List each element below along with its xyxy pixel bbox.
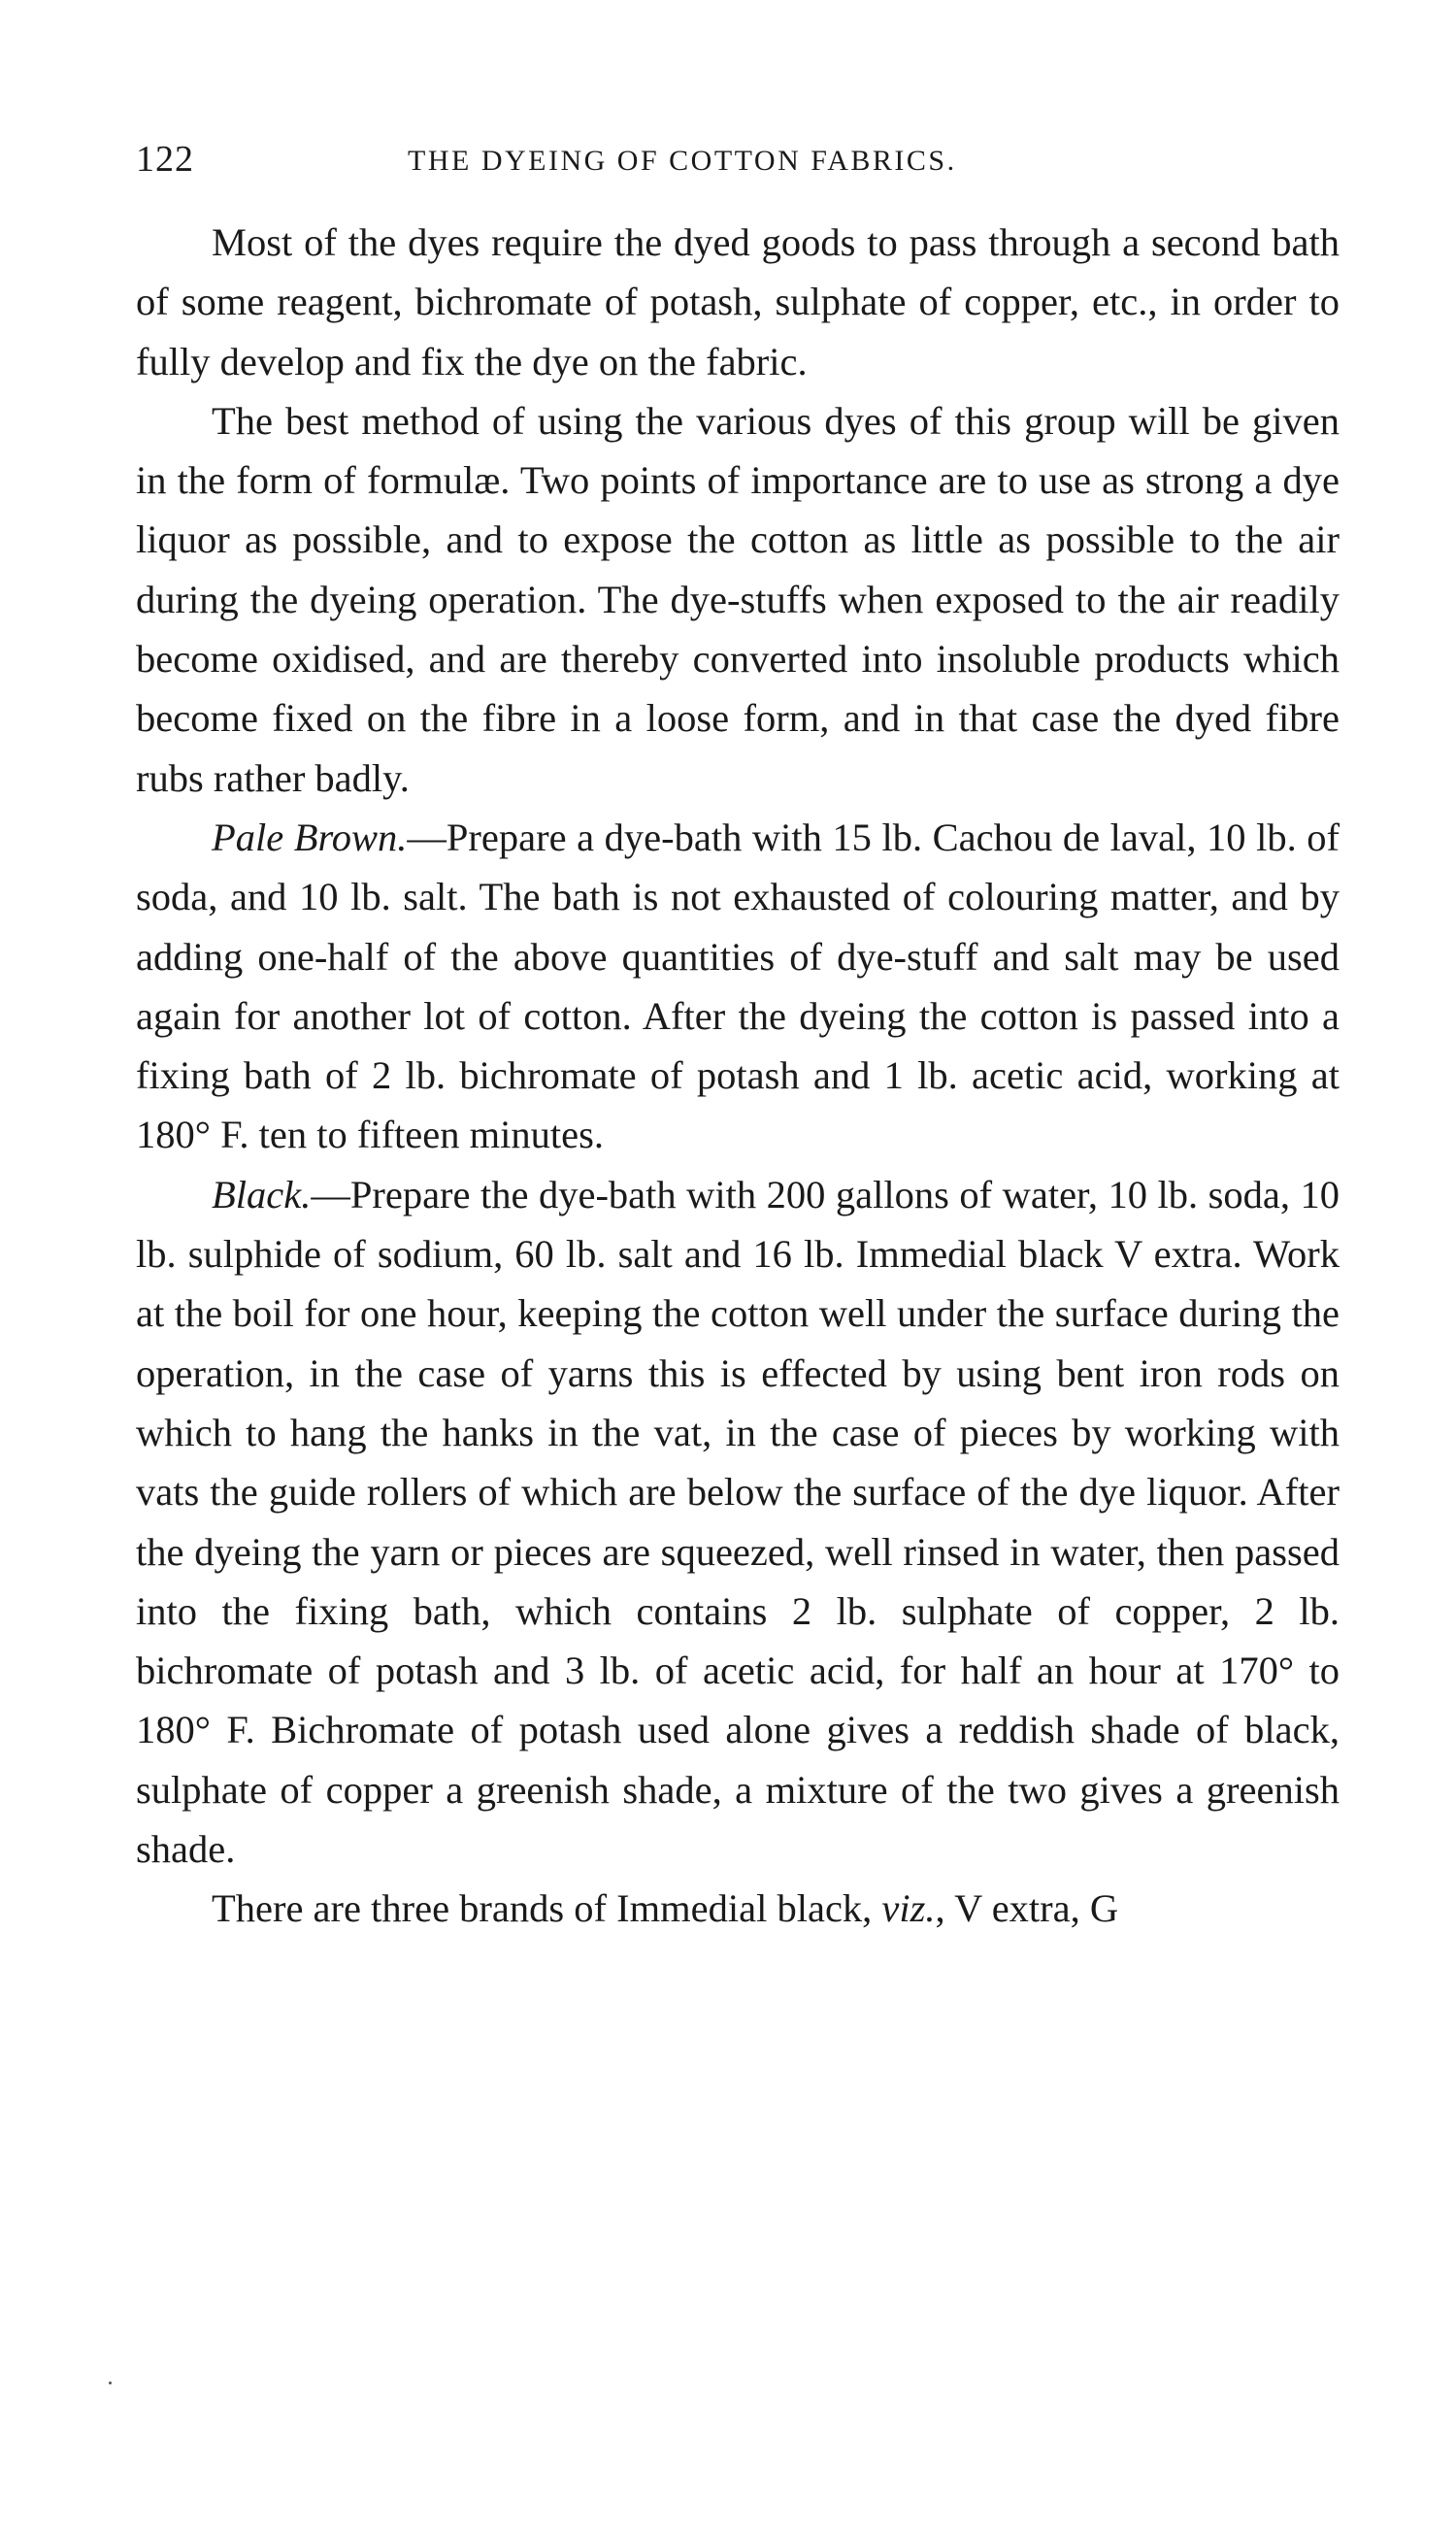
paragraph-text: There are three brands of Immedial black,	[212, 1886, 882, 1931]
body-text	[136, 213, 1340, 1939]
paragraph-text: The best method of using the various dyes of this group will be given in the form of formulæ. Two points of importance are to use as strong a dye liquor as possible, and to expose the cotton as little as possible to the air during the dyeing operation. The dye-stuffs when exposed to the air readily become oxidised, and are thereby converted into insoluble products which become fixed on the fibre in a loose form, and in that case the dyed fibre rubs rather badly.	[136, 398, 1340, 800]
paper-speck	[109, 2382, 112, 2384]
paragraph	[136, 213, 1340, 391]
inline-italic-viz: viz.	[881, 1886, 936, 1931]
paragraph-black	[136, 1165, 1340, 1880]
paragraph	[136, 1879, 1340, 1938]
paragraph-text: —Prepare the dye-bath with 200 gallons of water, 10 lb. soda, 10 lb. sulphide of sodium, 60 lb. salt and 16 lb. Immedial black V extra. Work at the boil for one hour, keeping the cotton well under the surface during the operation, in the case of yarns this is effected by using bent iron rods on which to hang the hanks in the vat, in the case of pieces by working with vats the guide rollers of which are below the surface of the dye liquor. After the dyeing the yarn or pieces are squeezed, well rinsed in water, then passed into the fixing bath, which contains 2 lb. sulphate of copper, 2 lb. bichromate of potash and 3 lb. of acetic acid, for half an hour at 170° to 180° F. Bichromate of potash used alone gives a reddish shade of black, sulphate of copper a greenish shade, a mixture of the two gives a greenish shade.	[136, 1172, 1340, 1872]
section-lead-pale-brown: Pale Brown.	[212, 815, 408, 859]
running-header	[136, 130, 1349, 188]
paragraph-text: Most of the dyes require the dyed goods to pass through a second bath of some reagent, bichromate of potash, sulphate of copper, etc., in order to fully develop and fix the dye on the fabric.	[136, 220, 1340, 383]
section-lead-black: Black.	[212, 1172, 312, 1216]
paragraph-text: —Prepare a dye-bath with 15 lb. Cachou de laval, 10 lb. of soda, and 10 lb. salt. The bath is not exhausted of colouring matter, and by adding one-half of the above quantities of dye-stuff and salt may be used again for another lot of cotton. After the dyeing the cotton is passed into a fixing bath of 2 lb. bichromate of potash and 1 lb. acetic acid, working at 180° F. ten to fifteen minutes.	[136, 815, 1340, 1157]
paragraph-pale-brown	[136, 808, 1340, 1165]
paragraph-tail: , V extra, G	[935, 1886, 1119, 1931]
running-title: THE DYEING OF COTTON FABRICS.	[408, 145, 957, 177]
paragraph	[136, 391, 1340, 808]
page-number: 122	[136, 139, 194, 180]
